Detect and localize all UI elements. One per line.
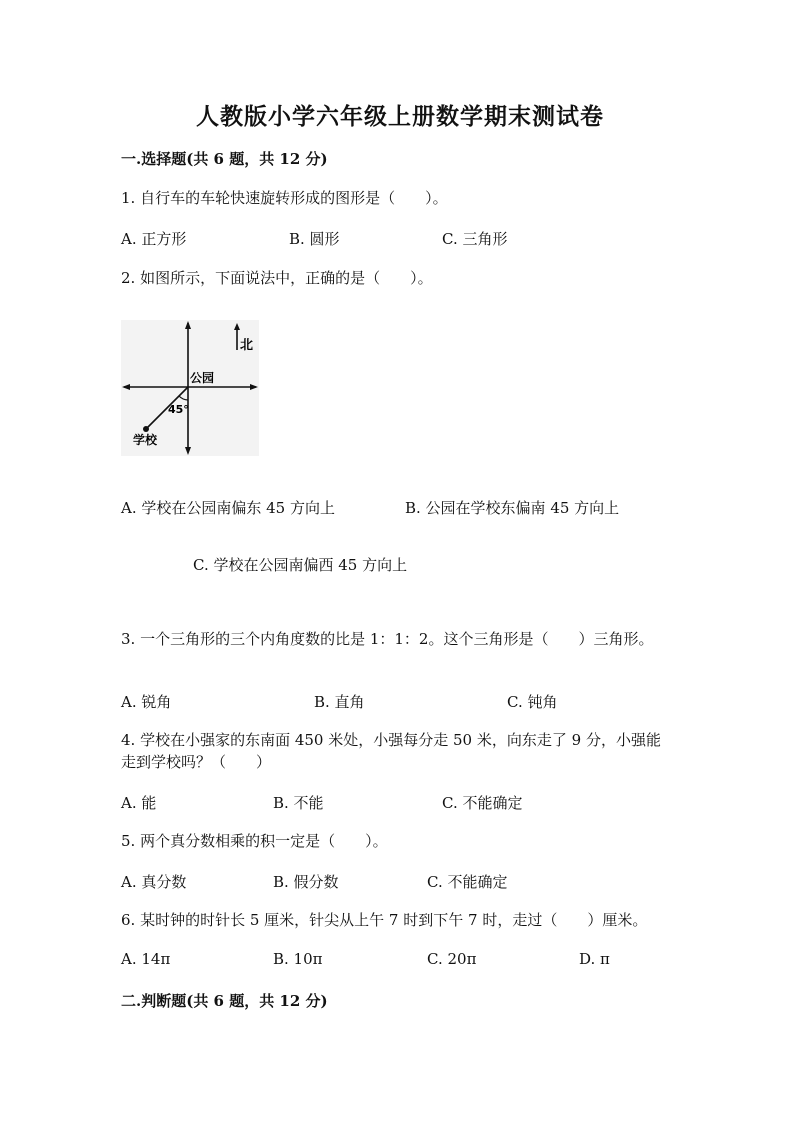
q5-option-b: B. 假分数: [273, 873, 339, 891]
question-6: 6. 某时钟的时针长 5 厘米，针尖从上午 7 时到下午 7 时，走过（ ）厘米。: [121, 911, 648, 929]
q6-option-a: A. 14π: [121, 950, 171, 968]
question-3: 3. 一个三角形的三个内角度数的比是 1：1：2。这个三角形是（ ）三角形。: [121, 630, 654, 648]
q1-option-a: A. 正方形: [121, 230, 187, 248]
q3-option-b: B. 直角: [314, 693, 365, 711]
q4-option-a: A. 能: [121, 794, 157, 812]
north-label: 北: [240, 338, 254, 353]
question-5: 5. 两个真分数相乘的积一定是（ ）。: [121, 832, 388, 850]
up-arrow-icon: [185, 321, 191, 329]
q6-option-c: C. 20π: [427, 950, 477, 968]
q1-option-b: B. 圆形: [289, 230, 340, 248]
right-arrow-icon: [250, 384, 258, 390]
section-heading-judgment: 二.判断题(共 6 题，共 12 分): [121, 992, 328, 1010]
left-arrow-icon: [122, 384, 130, 390]
park-label: 公园: [190, 371, 215, 385]
q5-option-a: A. 真分数: [121, 873, 187, 891]
question-4: 4. 学校在小强家的东南面 450 米处，小强每分走 50 米，向东走了 9 分，小强能走到学校吗？（ ）: [121, 731, 661, 771]
q4-option-b: B. 不能: [273, 794, 324, 812]
q6-option-d: D. π: [579, 950, 610, 968]
down-arrow-icon: [185, 447, 191, 455]
school-label: 学校: [133, 433, 158, 447]
q3-option-a: A. 锐角: [121, 693, 172, 711]
school-point: [143, 426, 149, 432]
q5-option-c: C. 不能确定: [427, 873, 508, 891]
angle-label: 45°: [168, 403, 189, 416]
section-heading-choice: 一.选择题(共 6 题，共 12 分): [121, 150, 328, 168]
q2-option-c: C. 学校在公园南偏西 45 方向上: [193, 556, 408, 574]
page-title: 人教版小学六年级上册数学期末测试卷: [196, 103, 604, 130]
question-2: 2. 如图所示，下面说法中，正确的是（ ）。: [121, 269, 433, 287]
q2-option-b: B. 公园在学校东偏南 45 方向上: [405, 499, 620, 517]
north-arrow-icon: [234, 323, 240, 330]
q2-option-a: A. 学校在公园南偏东 45 方向上: [121, 499, 335, 517]
direction-diagram: [121, 320, 259, 456]
question-1: 1. 自行车的车轮快速旋转形成的图形是（ ）。: [121, 189, 448, 207]
q4-option-c: C. 不能确定: [442, 794, 523, 812]
q6-option-b: B. 10π: [273, 950, 323, 968]
q3-option-c: C. 钝角: [507, 693, 558, 711]
q1-option-c: C. 三角形: [442, 230, 508, 248]
angle-arc: [179, 396, 188, 400]
